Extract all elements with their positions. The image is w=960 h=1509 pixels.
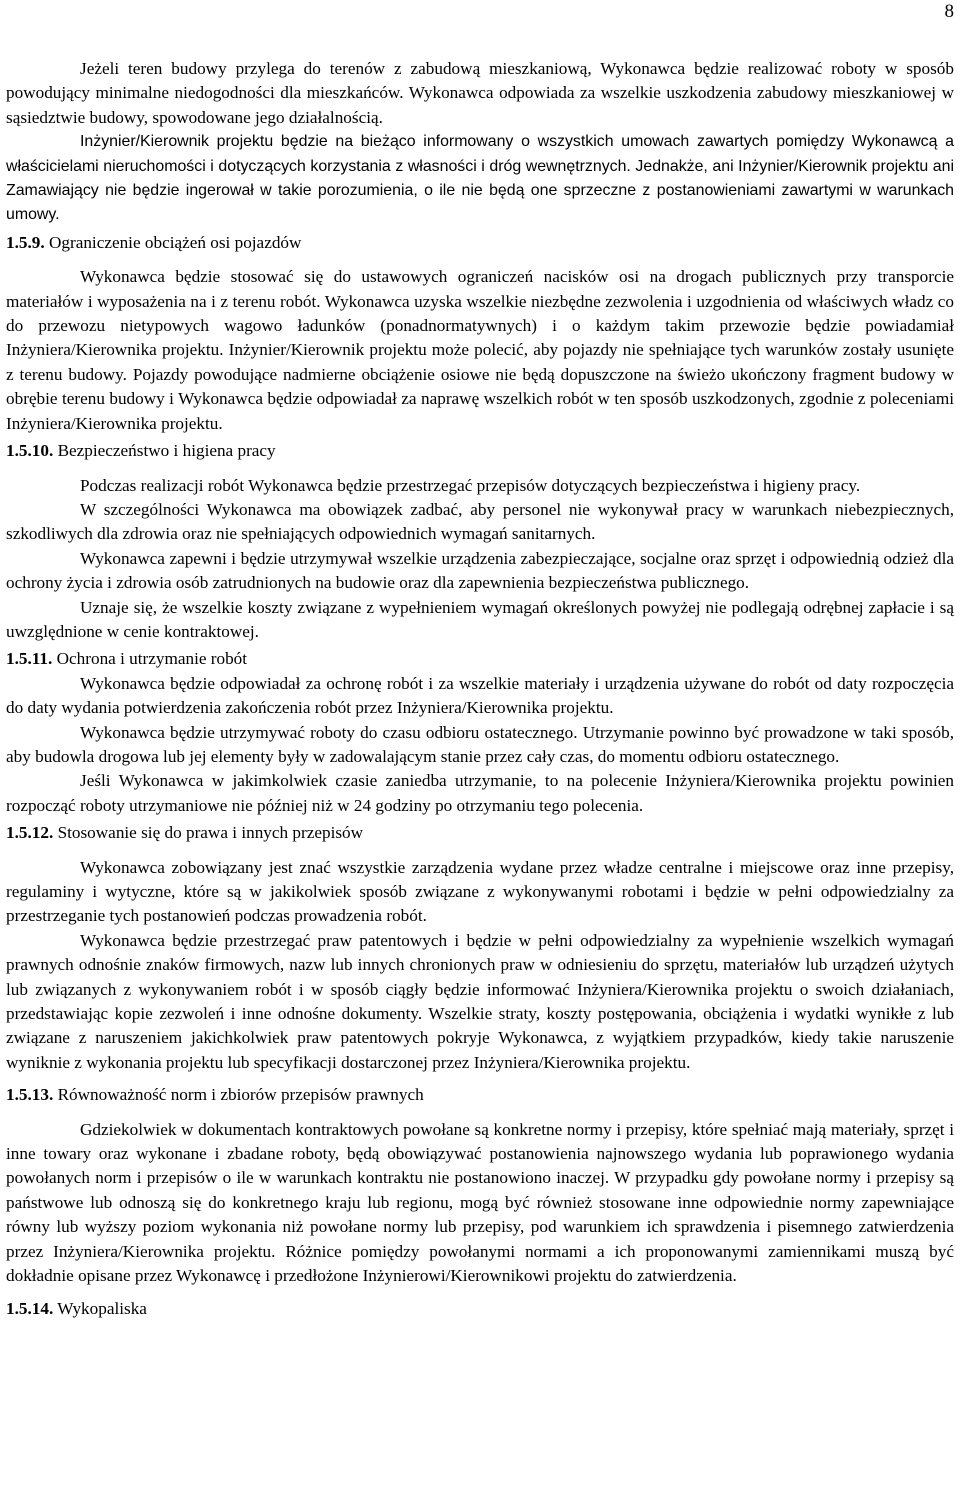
section-1-5-11-paragraph-3: Jeśli Wykonawca w jakimkolwiek czasie zaniedba utrzymanie, to na polecenie Inżyniera/Kierownika projektu powinien rozpocząć roboty utrzymaniowe nie później niż w 24 godziny po otrzymaniu tego polecenia. [6,771,954,815]
section-1-5-11-paragraph-1: Wykonawca będzie odpowiadał za ochronę robót i za wszelkie materiały i urządzenia używane do robót od daty rozpoczęcia do daty wydania potwierdzenia zakończenia robót przez Inżyniera/Kierownika projektu. [6,673,954,718]
section-1-5-12-paragraph-1: Wykonawca zobowiązany jest znać wszystkie zarządzenia wydane przez władze centralne i miejscowe oraz inne przepisy, regulaminy i wytyczne, które są w jakikolwiek sposób związane z wykonywanymi robotami i będzie w pełni odpowiedzialny za przestrzeganie tych postanowień podczas prowadzenia robót. [6,857,954,926]
section-number: 1.5.10. [6,441,54,461]
section-heading-1-5-12 [6,821,954,845]
section-heading-1-5-11 [6,647,954,671]
intro-paragraph-2: Inżynier/Kierownik projektu będzie na bieżąco informowany o wszystkich umowach zawartych pomiędzy Wykonawcą a właścicielami nieruchomości i dotyczących korzystania z własności i dróg wewnętrznych. Jednakże, ani Inżynier/Kierownik projektu ani Zamawiający nie będzie ingerował w takie porozumienia, o ile nie będą one sprzeczne z postanowieniami zawartymi w warunkach umowy. [6,133,954,224]
section-1-5-10-paragraph-2: W szczególności Wykonawca ma obowiązek zadbać, aby personel nie wykonywał pracy w warunkach niebezpiecznych, szkodliwych dla zdrowia oraz nie spełniających odpowiednich wymagań sanitarnych. [6,499,954,544]
section-heading-1-5-13 [6,1083,954,1107]
section-heading-1-5-9 [6,231,954,255]
section-heading-1-5-10 [6,439,954,463]
section-heading-1-5-14 [6,1297,954,1321]
section-1-5-10-paragraph-3: Wykonawca zapewni i będzie utrzymywał wszelkie urządzenia zabezpieczające, socjalne oraz sprzęt i odpowiednią odzież dla ochrony życia i zdrowia osób zatrudnionych na budowie oraz dla zapewnienia bezpieczeństwa publicznego. [6,548,954,593]
section-title: Bezpieczeństwo i higiena pracy [57,441,276,461]
section-title: Stosowanie się do prawa i innych przepisów [57,823,364,843]
section-1-5-10-paragraph-4: Uznaje się, że wszelkie koszty związane z wypełnieniem wymagań określonych powyżej nie podlegają odrębnej zapłacie i są uwzględnione w cenie kontraktowej. [6,597,954,641]
section-number: 1.5.13. [6,1085,54,1105]
intro-paragraph-1: Jeżeli teren budowy przylega do terenów z zabudową mieszkaniową, Wykonawca będzie realizować roboty w sposób powodujący minimalne niedogodności dla mieszkańców. Wykonawca odpowiada za wszelkie uszkodzenia zabudowy mieszkaniowej w sąsiedztwie budowy, spowodowane jego działalnością. [6,59,954,127]
section-1-5-9-paragraph: Wykonawca będzie stosować się do ustawowych ograniczeń nacisków osi na drogach publicznych przy transporcie materiałów i wyposażenia na i z terenu robót. Wykonawca uzyska wszelkie niezbędne zezwolenia i uzgodnienia od właściwych władz co do przewozu nietypowych wagowo ładunków (ponadnormatywnych) i o każdym takim przewozie będzie powiadamiał Inżyniera/Kierownika projektu. Inżynier/Kierownik projektu może polecić, aby pojazdy nie spełniające tych warunków zostały usunięte z terenu budowy. Pojazdy powodujące nadmierne obciążenie osiowe nie będą dopuszczone na świeżo ukończony fragment budowy w obrębie terenu budowy i Wykonawca będzie odpowiadał za naprawę wszelkich robót w ten sposób uszkodzonych, zgodnie z poleceniami Inżyniera/Kierownika projektu. [6,267,954,433]
section-1-5-10-paragraph-1: Podczas realizacji robót Wykonawca będzie przestrzegać przepisów dotyczących bezpieczeństwa i higieny pracy. [80,475,861,495]
document-page [6,57,954,1321]
section-title: Ochrona i utrzymanie robót [56,649,248,669]
section-title: Wykopaliska [57,1298,147,1318]
section-title: Równoważność norm i zbiorów przepisów prawnych [57,1085,424,1105]
section-1-5-11-paragraph-2: Wykonawca będzie utrzymywać roboty do czasu odbioru ostatecznego. Utrzymanie powinno być prowadzone w taki sposób, aby budowla drogowa lub jej elementy były w zadowalającym stanie przez cały czas, do momentu odbioru ostatecznego. [6,722,954,766]
section-1-5-13-paragraph: Gdziekolwiek w dokumentach kontraktowych powołane są konkretne normy i przepisy, które spełniać mają materiały, sprzęt i inne towary oraz wykonane i zbadane roboty, będą obowiązywać postanowienia najnowszego wydania lub poprawionego wydania powołanych norm i przepisów o ile w warunkach kontraktu nie postanowiono inaczej. W przypadku gdy powołane normy i przepisy są państwowe lub odnoszą się do konkretnego kraju lub regionu, mogą być również stosowane inne odpowiednie normy zapewniające równy lub wyższy poziom wykonania niż powołane normy lub przepisy, pod warunkiem ich sprawdzenia i pisemnego zatwierdzenia przez Inżyniera/Kierownika projektu. Różnice pomiędzy powołanymi normami a ich proponowanymi zamiennikami muszą być dokładnie opisane przez Wykonawcę i przedłożone Inżynierowi/Kierownikowi projektu do zatwierdzenia. [6,1119,954,1286]
section-number: 1.5.12. [6,823,54,843]
section-number: 1.5.9. [6,232,45,252]
section-1-5-12-paragraph-2: Wykonawca będzie przestrzegać praw patentowych i będzie w pełni odpowiedzialny za wypełnienie wszelkich wymagań prawnych odnośnie znaków firmowych, nazw lub innych chronionych praw w odniesieniu do sprzętu, materiałów lub urządzeń użytych lub związanych z wykonywaniem robót i w sposób ciągły będzie informować Inżyniera/Kierownika projektu o swoich działaniach, przedstawiając kopie zezwoleń i inne odnośne dokumenty. Wszelkie straty, koszty postępowania, obciążenia i wydatki wynikłe z lub związane z naruszeniem jakichkolwiek praw patentowych pokryje Wykonawca, z wyjątkiem przypadków, kiedy takie naruszenie wyniknie z wykonania projektu lub specyfikacji dostarczonej przez Inżyniera/Kierownika projektu. [6,930,954,1072]
page-number: 8 [944,1,954,22]
section-title: Ograniczenie obciążeń osi pojazdów [48,232,302,252]
section-number: 1.5.11. [6,649,53,669]
section-number: 1.5.14. [6,1298,54,1318]
